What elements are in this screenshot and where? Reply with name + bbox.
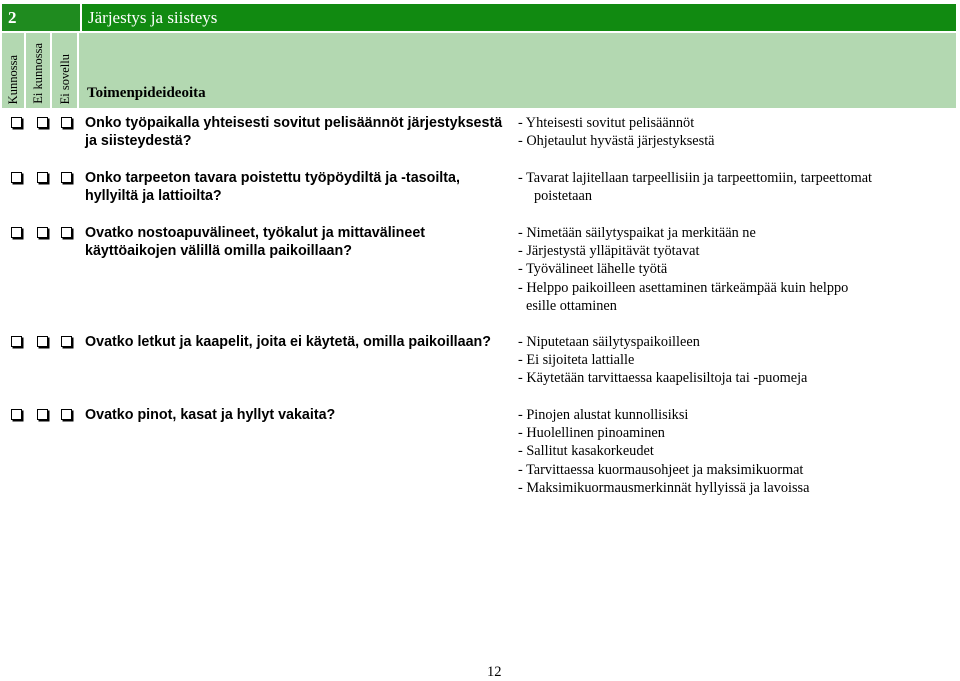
section-title-bar [2, 4, 956, 31]
checkbox-not-ok[interactable] [37, 409, 48, 420]
checkbox-not-applicable[interactable] [61, 172, 72, 183]
action-item: esille ottaminen [526, 297, 617, 314]
question-line: Onko tarpeeton tavara poistettu työpöydiltä ja -tasoilta, [85, 170, 460, 186]
action-item: - Pinojen alustat kunnollisiksi [518, 407, 689, 423]
action-list [518, 406, 809, 497]
action-item: - Tavarat lajitellaan tarpeellisiin ja tarpeettomiin, tarpeettomat [518, 170, 873, 186]
action-list [518, 169, 872, 205]
action-item: - Niputetaan säilytyspaikoilleen [518, 334, 700, 350]
question-line: Ovatko letkut ja kaapelit, joita ei käytetä, omilla paikoillaan? [85, 334, 492, 350]
question-line: Ovatko nostoapuvälineet, työkalut ja mittavälineet [85, 225, 426, 241]
question-text [85, 406, 505, 424]
action-list [518, 114, 715, 150]
header-col-not-ok [26, 33, 50, 108]
section-number: 2 [2, 4, 80, 31]
checkbox-ok[interactable] [11, 117, 22, 128]
question-line: käyttöaikojen välillä omilla paikoillaan? [85, 243, 352, 259]
question-text [85, 224, 505, 260]
action-item: - Työvälineet lähelle työtä [518, 261, 668, 278]
question-line: Ovatko pinot, kasat ja hyllyt vakaita? [85, 407, 336, 423]
action-list [518, 224, 848, 315]
action-item: - Nimetään säilytyspaikat ja merkitään ne [518, 225, 756, 241]
action-list [518, 333, 807, 388]
question-line: ja siisteydestä? [85, 133, 192, 149]
table-header [2, 33, 956, 108]
action-item: - Ohjetaulut hyvästä järjestyksestä [518, 133, 715, 150]
header-col-not-applicable [52, 33, 77, 108]
question-text [85, 169, 505, 205]
checkbox-not-applicable[interactable] [61, 117, 72, 128]
checkbox-not-ok[interactable] [37, 227, 48, 238]
question-text [85, 333, 505, 351]
checkbox-not-applicable[interactable] [61, 227, 72, 238]
checkbox-ok[interactable] [11, 227, 22, 238]
header-col-actions [79, 33, 956, 108]
question-line: Onko työpaikalla yhteisesti sovitut pelisäännöt järjestyksestä [85, 115, 503, 131]
action-item: - Huolellinen pinoaminen [518, 425, 665, 442]
checkbox-not-applicable[interactable] [61, 336, 72, 347]
header-label-not-ok: Ei kunnossa [30, 43, 45, 104]
action-item: - Tarvittaessa kuormausohjeet ja maksimikuormat [518, 461, 804, 478]
question-line: hyllyiltä ja lattioilta? [85, 188, 222, 204]
action-item: - Järjestystä ylläpitävät työtavat [518, 243, 700, 260]
action-item: - Sallitut kasakorkeudet [518, 443, 654, 460]
action-item: - Ei sijoiteta lattialle [518, 352, 635, 369]
checkbox-ok[interactable] [11, 336, 22, 347]
action-item: - Helppo paikoilleen asettaminen tärkeämpää kuin helppo [518, 279, 849, 296]
question-text [85, 114, 505, 150]
checkbox-ok[interactable] [11, 409, 22, 420]
action-item: poistetaan [534, 188, 592, 205]
checkbox-not-ok[interactable] [37, 172, 48, 183]
actions-title: Toimenpideideoita [87, 85, 206, 101]
action-item: - Maksimikuormausmerkinnät hyllyissä ja lavoissa [518, 479, 810, 496]
section-title: Järjestys ja siisteys [82, 4, 956, 31]
checkbox-not-applicable[interactable] [61, 409, 72, 420]
header-col-ok [2, 33, 24, 108]
action-item: - Yhteisesti sovitut pelisäännöt [518, 115, 695, 131]
header-label-ok: Kunnossa [5, 54, 20, 104]
checkbox-ok[interactable] [11, 172, 22, 183]
page-number: 12 [487, 664, 502, 680]
action-item: - Käytetään tarvittaessa kaapelisiltoja tai -puomeja [518, 370, 808, 387]
header-label-not-applicable: Ei sovellu [57, 53, 72, 104]
checkbox-not-ok[interactable] [37, 117, 48, 128]
checkbox-not-ok[interactable] [37, 336, 48, 347]
